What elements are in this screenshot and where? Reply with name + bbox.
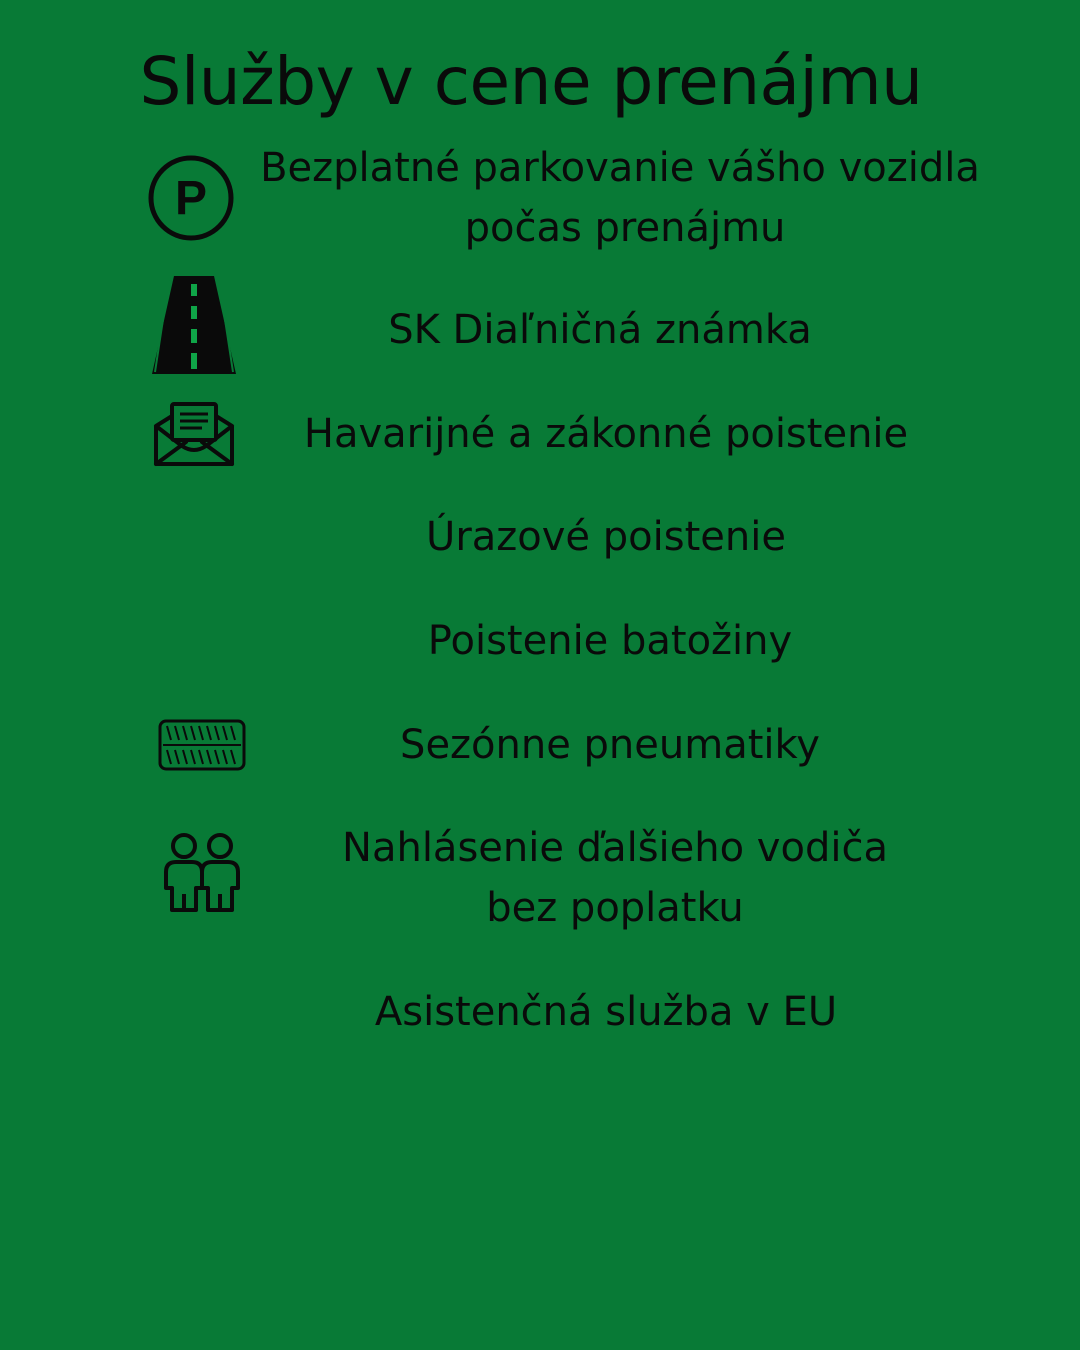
service-collision-liability-insurance: Havarijné a zákonné poistenie	[303, 411, 909, 457]
highway-road-icon	[150, 274, 238, 376]
service-parking-line-2: počas prenájmu	[464, 205, 786, 251]
service-additional-driver-line-2: bez poplatku	[486, 885, 744, 931]
service-luggage-insurance: Poistenie batožiny	[427, 618, 793, 664]
service-vignette: SK Diaľničná známka	[388, 307, 812, 353]
svg-text:P: P	[174, 172, 208, 225]
service-parking-line-1: Bezplatné parkovanie vášho vozidla	[260, 145, 980, 191]
page-title: Služby v cene prenájmu	[139, 43, 923, 120]
service-additional-driver-line-1: Nahlásenie ďalšieho vodiča	[342, 825, 888, 871]
tire-tread-icon	[157, 718, 247, 772]
service-eu-assistance: Asistenčná služba v EU	[374, 989, 838, 1035]
parking-icon	[147, 154, 235, 242]
service-accident-insurance: Úrazové poistenie	[426, 514, 786, 560]
service-seasonal-tires: Sezónne pneumatiky	[400, 722, 820, 768]
insurance-envelope-icon	[152, 400, 236, 468]
two-people-icon	[160, 832, 244, 914]
